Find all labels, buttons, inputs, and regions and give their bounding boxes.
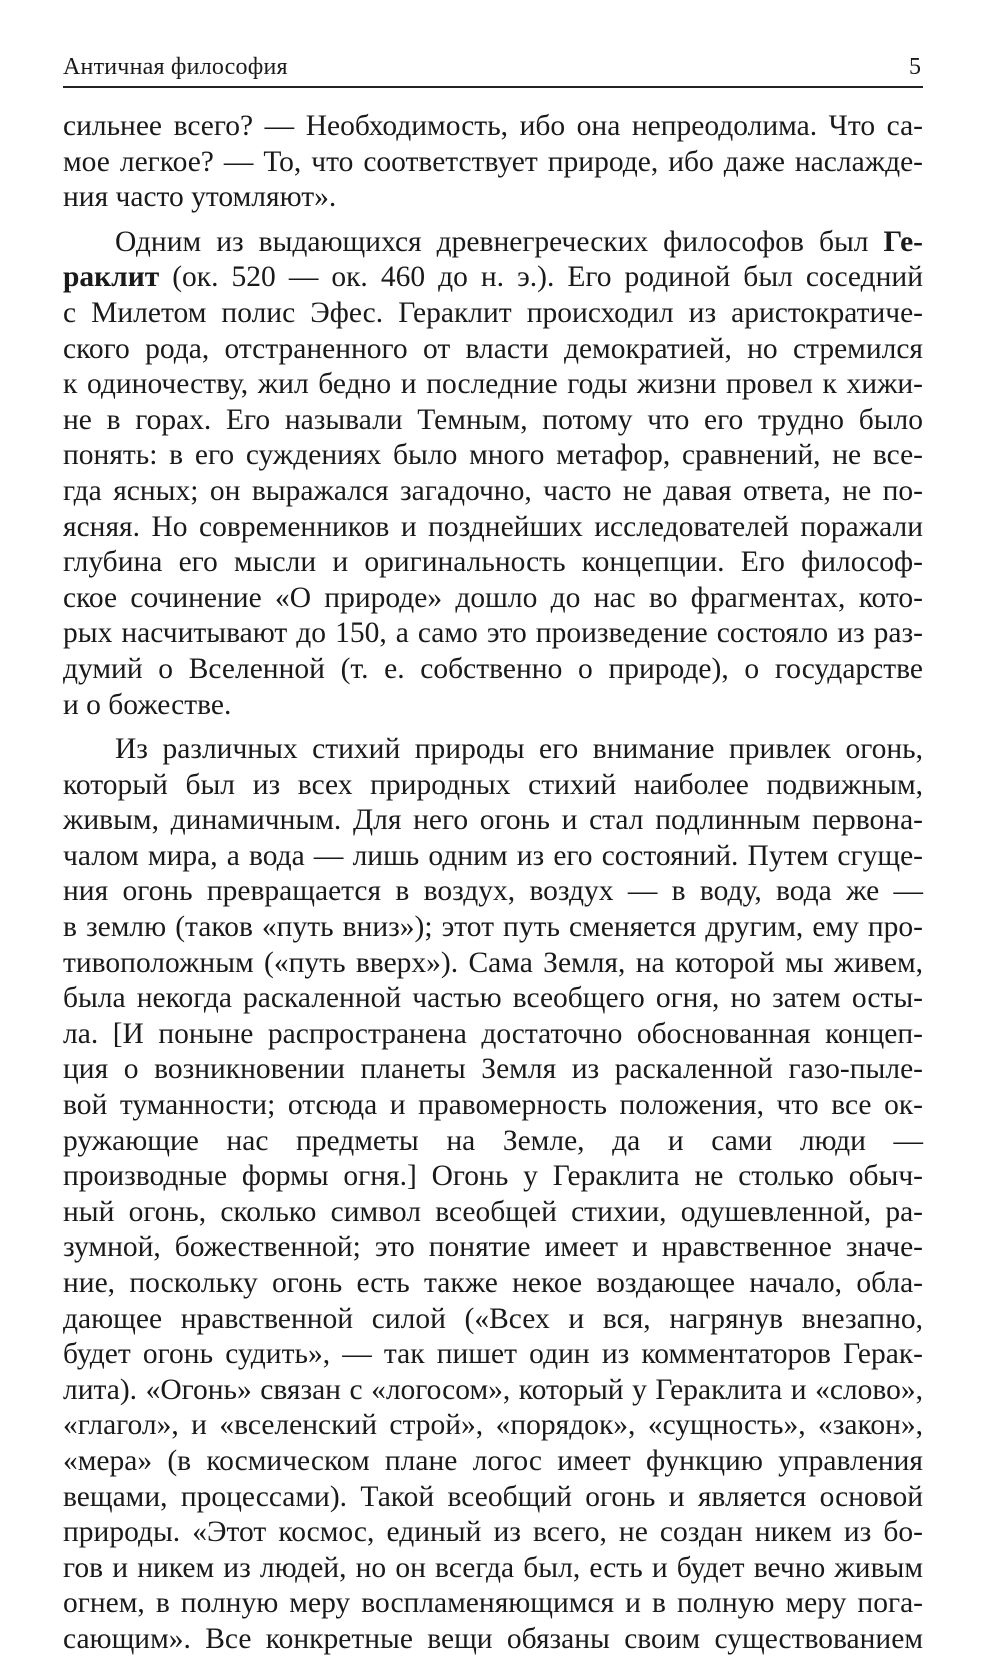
text-line: ние, поскольку огонь есть также некое воздающее начало, обла- [63,1267,923,1299]
text-line: вой туманности; отсюда и правомерность положения, что все ок- [63,1089,923,1122]
text-line: глубина его мысли и оригинальность концепции. Его философ- [63,546,923,579]
text-line: ния огонь превращается в воздух, воздух — в воду, вода же — [63,875,923,908]
text-line: сильнее всего? — Необходимость, ибо она непреодолима. Что са- [63,110,923,142]
running-header [63,52,923,88]
text-line: зумной, божественной; это понятие имеет и нравственное значе- [63,1231,923,1264]
text-line: была некогда раскаленной частью всеобщего огня, но затем осты- [63,982,923,1015]
text-line: ция о возникновении планеты Земля из раскаленной газо-пыле- [63,1053,923,1086]
text-line: природы. «Этот космос, единый из всего, не создан никем из бо- [63,1516,923,1549]
running-title: Античная философия [63,54,288,80]
text-line: тивоположным («путь вверх»). Сама Земля, на которой мы живем, [63,946,923,979]
text-line: гда ясных; он выражался загадочно, часто не давая ответа, не по- [63,474,923,507]
body-text [63,109,923,1658]
text-line: будет огонь судить», — так пишет один из комментаторов Герак- [63,1338,923,1371]
text-line: с Милетом полис Эфес. Гераклит происходил из аристократиче- [63,296,923,329]
paragraph-1 [63,109,923,216]
text-line: «мера» (в космическом плане логос имеет функцию управления [63,1444,923,1477]
page-number: 5 [909,54,921,80]
text-fragment: (ок. 520 — ок. 460 до н. э.). Его родиной был соседний [159,261,923,294]
text-line: вещами, процессами). Такой всеобщий огонь и является основой [63,1480,923,1513]
text-line: который был из всех природных стихий наиболее подвижным, [63,768,923,801]
text-line: в землю (таков «путь вниз»); этот путь сменяется другим, ему про- [63,911,923,944]
text-line: чалом мира, а вода — лишь одним из его состояний. Путем сгуще- [63,839,923,872]
text-line: ского рода, отстраненного от власти демократией, но стремился [63,332,923,365]
text-line: ния часто утомляют». [63,181,337,214]
text-line [63,260,923,296]
text-fragment: Одним из выдающихся древнегреческих философов был [115,225,884,258]
text-line: дающее нравственной силой («Всех и вся, нагрянув внезапно, [63,1302,923,1335]
text-line: рых насчитывают до 150, а само это произведение состояло из раз- [63,617,923,650]
text-line: ружающие нас предметы на Земле, да и сами люди — [63,1124,923,1157]
text-line: понять: в его суждениях было много метафор, сравнений, не все- [63,439,923,472]
text-line: ясняя. Но современников и позднейших исследователей поражали [63,510,923,543]
bold-name: раклит [63,261,160,294]
text-line: к одиночеству, жил бедно и последние годы жизни провел к хижи- [63,368,923,401]
text-line: ла. [И поныне распространена достаточно обоснованная концеп- [63,1017,923,1050]
text-line: огнем, в полную меру воспламеняющимся и в полную меру пога- [63,1587,923,1620]
text-line: «глагол», и «вселенский строй», «порядок», «сущность», «закон», [63,1409,923,1442]
text-line: мое легкое? — То, что соответствует природе, ибо даже наслажде- [63,145,923,178]
text-line: ный огонь, сколько символ всеобщей стихии, одушевленной, ра- [63,1195,923,1228]
text-line: сающим». Все конкретные вещи обязаны своим существованием [63,1622,923,1655]
text-line: живым, динамичным. Для него огонь и стал подлинным первона- [63,804,923,837]
text-line: Из различных стихий природы его внимание привлек огонь, [115,733,923,766]
text-line: не в горах. Его называли Темным, потому что его трудно было [63,403,923,436]
text-line: и о божестве. [63,688,232,721]
text-line: ское сочинение «О природе» дошло до нас во фрагментах, кото- [63,581,923,614]
text-line: производные формы огня.] Огонь у Гераклита не столько обыч- [63,1160,923,1193]
text-line: лита). «Огонь» связан с «логосом», который у Гераклита и «слово», [63,1373,923,1406]
text-line: думий о Вселенной (т. е. собственно о природе), о государстве [63,652,923,685]
paragraph-2 [63,225,923,723]
paragraph-3 [63,732,923,1657]
bold-name: Ге- [883,225,923,258]
text-line [63,225,923,261]
text-line: гов и никем из людей, но он всегда был, есть и будет вечно живым [63,1551,923,1584]
